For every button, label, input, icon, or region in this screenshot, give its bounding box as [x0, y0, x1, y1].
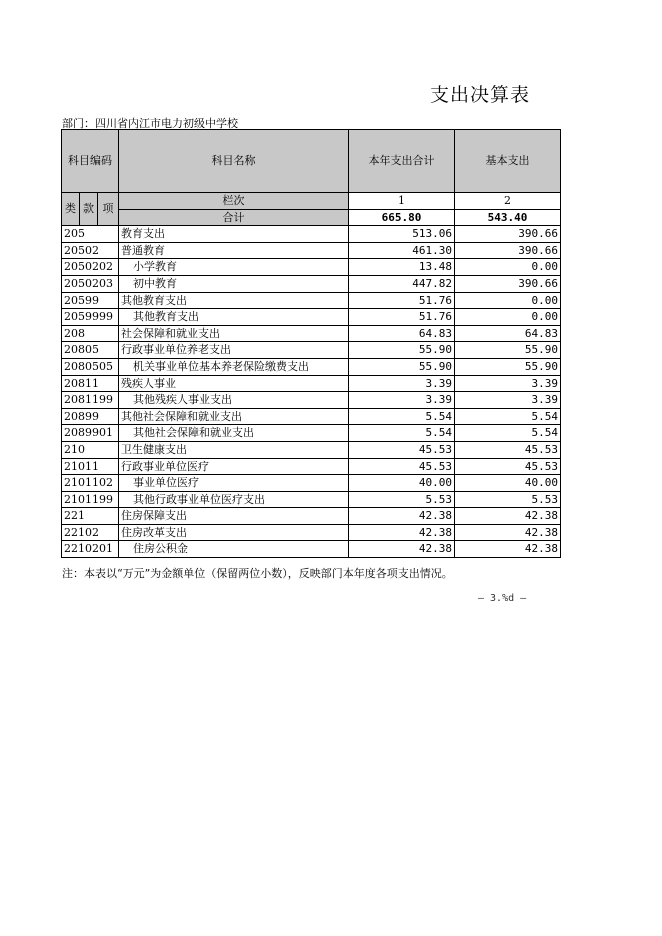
row-total: 5.53	[349, 491, 455, 508]
row-total: 447.82	[349, 275, 455, 292]
col-number-2: 2	[455, 193, 561, 210]
row-total: 42.38	[349, 508, 455, 525]
row-basic: 64.83	[455, 325, 561, 342]
row-total: 5.54	[349, 425, 455, 442]
row-name: 普通教育	[119, 242, 349, 259]
row-code: 221	[62, 508, 119, 525]
row-basic: 42.38	[455, 541, 561, 558]
table-row	[62, 441, 561, 458]
table-row	[62, 309, 561, 326]
row-basic: 55.90	[455, 358, 561, 375]
row-basic: 0.00	[455, 309, 561, 326]
row-code: 2050202	[62, 259, 119, 276]
table-row	[62, 292, 561, 309]
row-basic: 390.66	[455, 226, 561, 243]
row-name: 其他教育支出	[119, 292, 349, 309]
row-total: 461.30	[349, 242, 455, 259]
row-code: 21011	[62, 458, 119, 475]
row-code: 20805	[62, 342, 119, 359]
row-name: 小学教育	[119, 259, 349, 276]
row-name: 教育支出	[119, 226, 349, 243]
row-name: 其他教育支出	[119, 309, 349, 326]
table-row	[62, 408, 561, 425]
table-row	[62, 508, 561, 525]
total-label: 合计	[119, 209, 349, 226]
row-name: 机关事业单位基本养老保险缴费支出	[119, 358, 349, 375]
row-name: 其他行政事业单位医疗支出	[119, 491, 349, 508]
row-basic: 55.90	[455, 342, 561, 359]
row-basic: 5.54	[455, 408, 561, 425]
table-row	[62, 375, 561, 392]
row-code: 205	[62, 226, 119, 243]
row-basic: 3.39	[455, 392, 561, 409]
table-row	[62, 541, 561, 558]
row-code: 2080505	[62, 358, 119, 375]
header-lei: 类	[62, 193, 80, 226]
row-name: 住房保障支出	[119, 508, 349, 525]
row-code: 2059999	[62, 309, 119, 326]
row-total: 5.54	[349, 408, 455, 425]
row-name: 初中教育	[119, 275, 349, 292]
row-total: 64.83	[349, 325, 455, 342]
table-row	[62, 275, 561, 292]
row-total: 40.00	[349, 475, 455, 492]
row-basic: 5.53	[455, 491, 561, 508]
table-row	[62, 259, 561, 276]
total-sum: 665.80	[349, 209, 455, 226]
row-name: 住房改革支出	[119, 524, 349, 541]
row-basic: 42.38	[455, 508, 561, 525]
col-number-1: 1	[349, 193, 455, 210]
table-row	[62, 342, 561, 359]
row-basic: 40.00	[455, 475, 561, 492]
row-total: 55.90	[349, 358, 455, 375]
report-title: 支出决算表	[430, 84, 531, 106]
row-basic: 390.66	[455, 242, 561, 259]
row-code: 208	[62, 325, 119, 342]
row-total: 13.48	[349, 259, 455, 276]
expenditure-table	[61, 129, 561, 558]
row-name: 社会保障和就业支出	[119, 325, 349, 342]
table-row	[62, 242, 561, 259]
header-row	[62, 130, 561, 193]
row-code: 2081199	[62, 392, 119, 409]
row-total: 513.06	[349, 226, 455, 243]
row-basic: 5.54	[455, 425, 561, 442]
row-code: 210	[62, 441, 119, 458]
row-total: 51.76	[349, 309, 455, 326]
row-name: 卫生健康支出	[119, 441, 349, 458]
table-row	[62, 491, 561, 508]
row-name: 行政事业单位医疗	[119, 458, 349, 475]
row-basic: 45.53	[455, 441, 561, 458]
row-total: 45.53	[349, 458, 455, 475]
page-number: — 3.%d —	[478, 593, 527, 604]
row-code: 2101102	[62, 475, 119, 492]
table-row	[62, 226, 561, 243]
row-total: 42.38	[349, 524, 455, 541]
total-basic: 543.40	[455, 209, 561, 226]
row-name: 住房公积金	[119, 541, 349, 558]
lanci-label: 栏次	[119, 193, 349, 210]
row-code: 2101199	[62, 491, 119, 508]
total-row	[62, 209, 561, 226]
row-total: 45.53	[349, 441, 455, 458]
table-row	[62, 425, 561, 442]
row-name: 事业单位医疗	[119, 475, 349, 492]
row-name: 行政事业单位养老支出	[119, 342, 349, 359]
row-code: 22102	[62, 524, 119, 541]
row-total: 55.90	[349, 342, 455, 359]
row-name: 残疾人事业	[119, 375, 349, 392]
table-row	[62, 325, 561, 342]
row-code: 2050203	[62, 275, 119, 292]
row-code: 20899	[62, 408, 119, 425]
footnote: 注：本表以“万元”为金额单位（保留两位小数），反映部门本年度各项支出情况。	[62, 567, 453, 580]
header-kuan: 款	[80, 193, 98, 226]
table-row	[62, 358, 561, 375]
row-name: 其他社会保障和就业支出	[119, 408, 349, 425]
row-code: 20811	[62, 375, 119, 392]
table-row	[62, 458, 561, 475]
row-code: 2089901	[62, 425, 119, 442]
row-code: 2210201	[62, 541, 119, 558]
row-total: 3.39	[349, 375, 455, 392]
department-label: 部门：四川省内江市电力初级中学校	[62, 117, 238, 130]
header-name: 科目名称	[119, 130, 349, 193]
row-total: 51.76	[349, 292, 455, 309]
table-row	[62, 392, 561, 409]
row-total: 42.38	[349, 541, 455, 558]
header-code: 科目编码	[62, 130, 119, 193]
row-name: 其他社会保障和就业支出	[119, 425, 349, 442]
row-basic: 0.00	[455, 259, 561, 276]
row-code: 20599	[62, 292, 119, 309]
header-basic: 基本支出	[455, 130, 561, 193]
header-total: 本年支出合计	[349, 130, 455, 193]
header-xiang: 项	[98, 193, 119, 226]
row-basic: 3.39	[455, 375, 561, 392]
table-row	[62, 475, 561, 492]
row-basic: 0.00	[455, 292, 561, 309]
row-basic: 390.66	[455, 275, 561, 292]
row-basic: 42.38	[455, 524, 561, 541]
row-total: 3.39	[349, 392, 455, 409]
row-code: 20502	[62, 242, 119, 259]
row-name: 其他残疾人事业支出	[119, 392, 349, 409]
lanci-row	[62, 193, 561, 210]
table-row	[62, 524, 561, 541]
row-basic: 45.53	[455, 458, 561, 475]
